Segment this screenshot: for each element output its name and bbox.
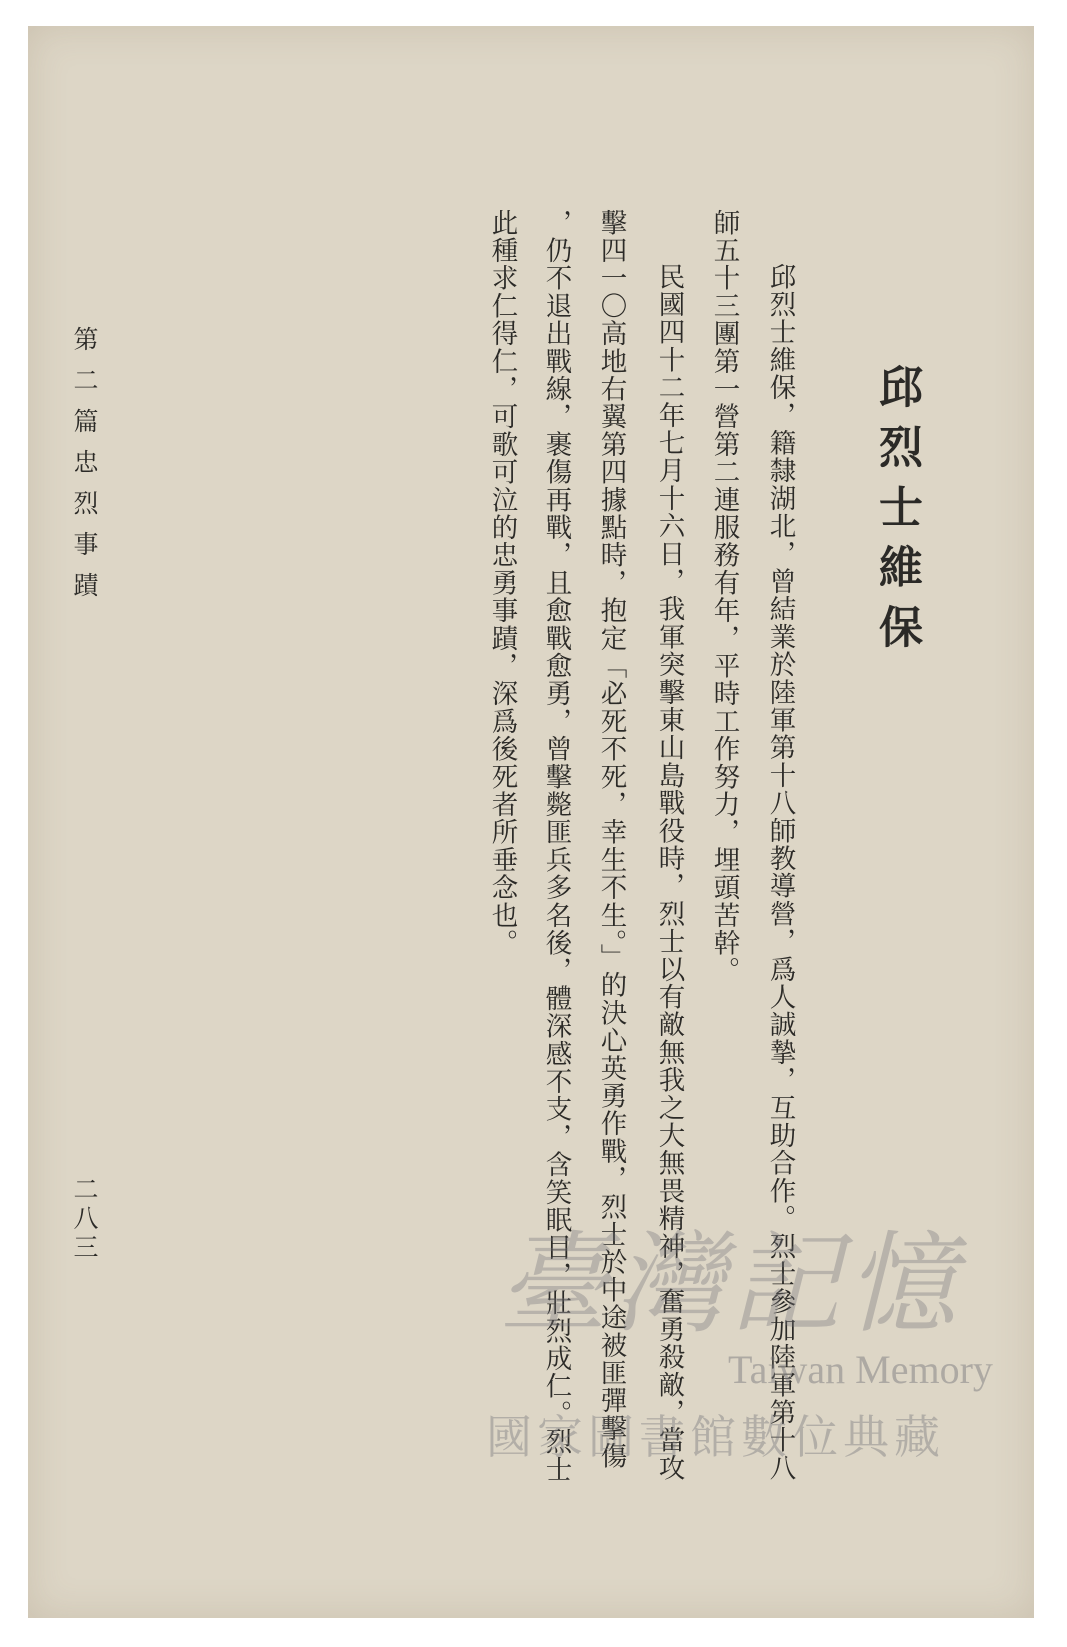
watermark-logo: 臺灣記憶 [498,1220,962,1348]
watermark-chinese: 國家圖書館數位典藏 [486,1410,945,1464]
paragraph-column-1: 邱烈士維保，籍隸湖北，曾結業於陸軍第十八師教導營，爲人誠摯，互助合作。烈士參加陸軍第十八 [764,263,796,1482]
document-page [28,26,1034,1618]
page-number: 二八三 [70,1176,99,1263]
paragraph-column-3: 民國四十二年七月十六日，我軍突擊東山島戰役時，烈士以有敵無我之大無畏精神，奮勇殺敵，當攻 [653,263,685,1482]
paragraph-column-6: 此種求仁得仁，可歌可泣的忠勇事蹟，深爲後死者所垂念也。 [486,209,518,957]
watermark-english: Taiwan Memory [728,1347,993,1392]
running-head: 第二篇忠烈事蹟 [70,326,99,613]
paragraph-column-2: 師五十三團第一營第二連服務有年，平時工作努力，埋頭苦幹。 [708,209,740,985]
paragraph-column-4: 擊四一〇高地右翼第四據點時，抱定「必死不死，幸生不生。」的決心英勇作戰，烈士於中途被匪彈擊傷 [595,209,627,1470]
paragraph-column-5: ，仍不退出戰線，裹傷再戰，且愈戰愈勇，曾擊斃匪兵多名後，體深感不支，含笑眠目，壯烈成仁。烈士 [540,209,572,1484]
page-title: 邱烈士維保 [871,364,922,664]
